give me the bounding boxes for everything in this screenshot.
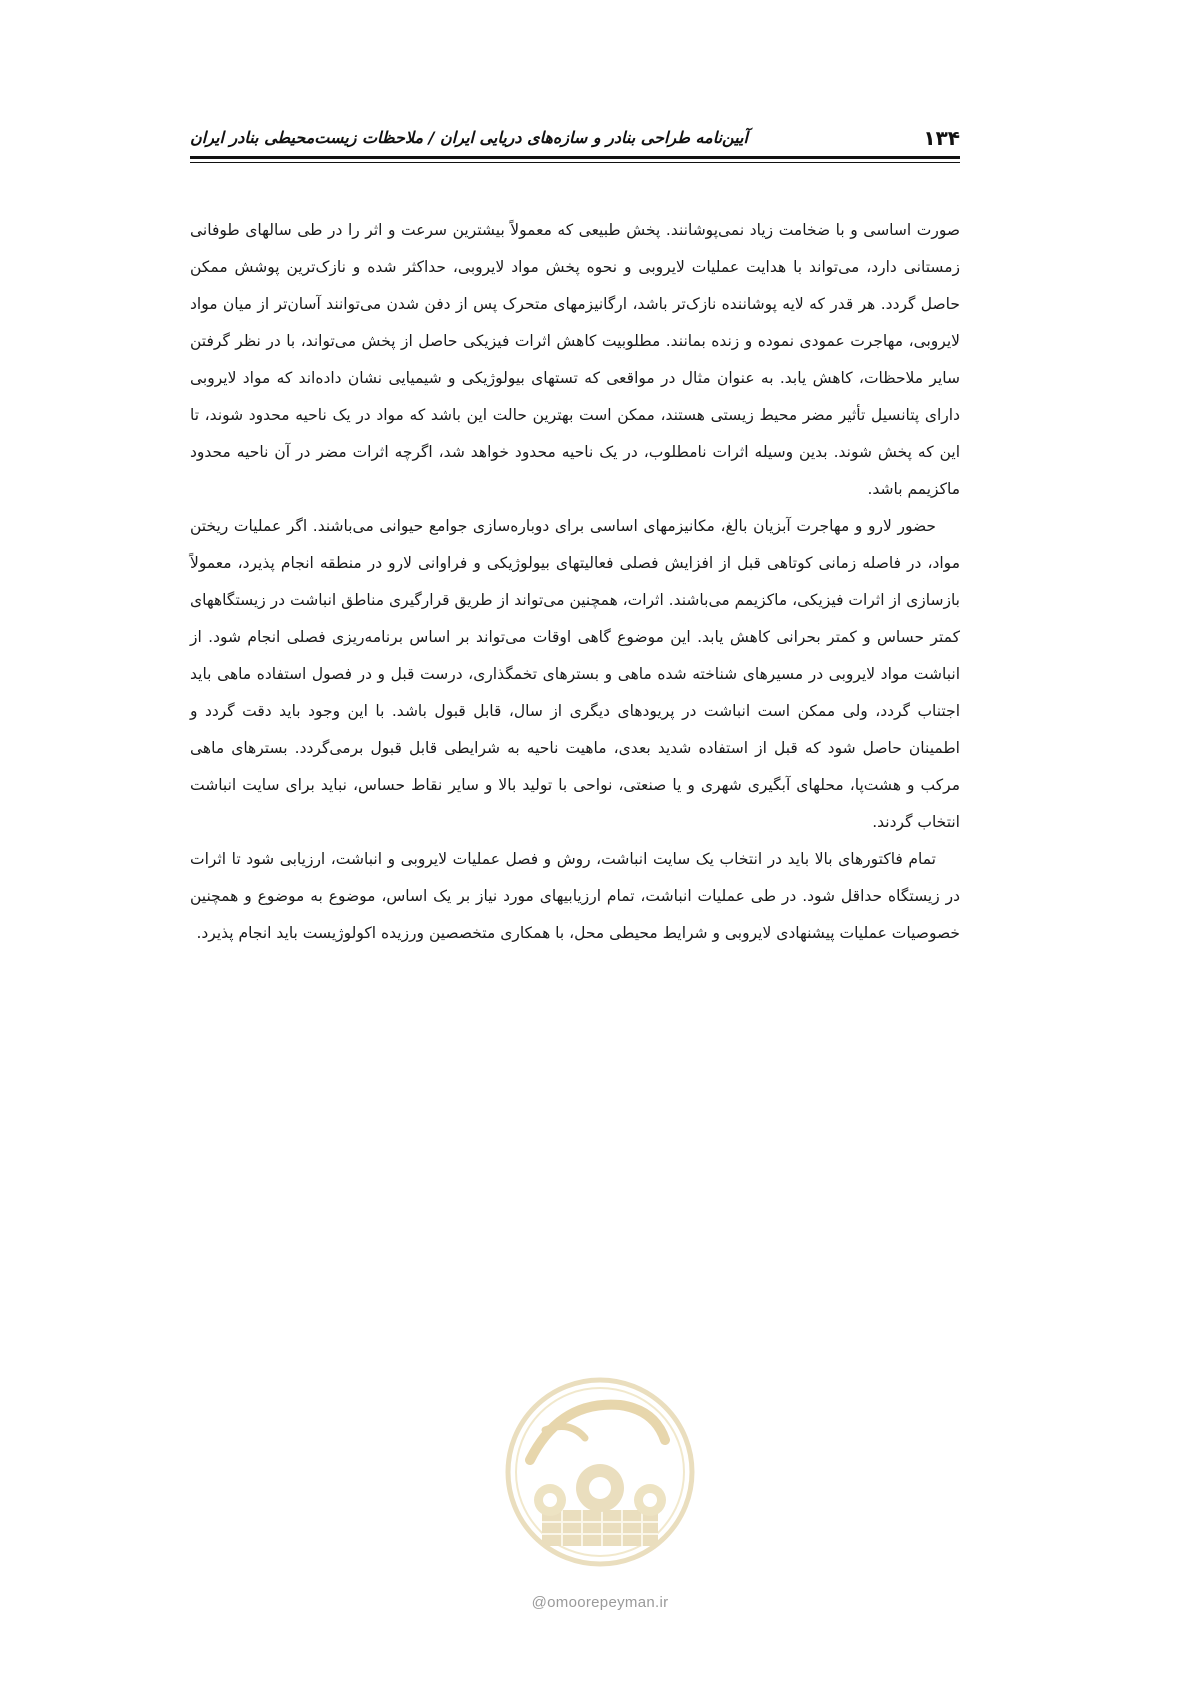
page-number: ۱۳۴ bbox=[923, 126, 960, 150]
watermark-logo-graphic bbox=[490, 1360, 710, 1590]
header-rule-thin bbox=[190, 162, 960, 163]
running-title: آیین‌نامه طراحی بنادر و سازه‌های دریایی ایران / ملاحظات زیست‌محیطی بنادر ایران bbox=[190, 128, 748, 147]
watermark-logo bbox=[490, 1360, 710, 1600]
header-rule bbox=[190, 156, 960, 159]
watermark-caption: @omoorepeyman.ir bbox=[531, 1594, 669, 1611]
paragraph-3: تمام فاکتورهای بالا باید در انتخاب یک سایت انباشت، روش و فصل عملیات لایروبی و انباشت، ارزیابی شود تا اثرات در زیستگاه حداقل شود. در طی عملیات انباشت، تمام ارزیابیهای مورد نیاز بر یک اساس، موضوع به موضوع و همچنین خصوصیات عملیات پیشنهادی لایروبی و شرایط محیطی محل، با همکاری متخصصین ورزیده اکولوژیست باید انجام پذیرد. bbox=[190, 850, 960, 942]
paragraph-1: صورت اساسی و با ضخامت زیاد نمی‌پوشانند. پخش طبیعی که معمولاً بیشترین سرعت و اثر را در طی سالهای طوفانی زمستانی دارد، می‌تواند با هدایت عملیات لایروبی و نحوه پخش مواد لایروبی، حداکثر شده و نازک‌ترین پوشش ممکن حاصل گردد. هر قدر که لایه پوشاننده نازک‌تر باشد، ارگانیزمهای متحرک پس از دفن شدن می‌توانند آسان‌تر از میان مواد لایروبی، مهاجرت عمودی نموده و زنده بمانند. مطلوبیت کاهش اثرات فیزیکی حاصل از پخش می‌تواند، با در نظر گرفتن سایر ملاحظات، کاهش یابد. به عنوان مثال در مواقعی که تستهای بیولوژیکی و شیمیایی نشان داده‌اند که مواد لایروبی دارای پتانسیل تأثیر مضر محیط زیستی هستند، ممکن است بهترین حالت این باشد که مواد در یک ناحیه محدود شوند، تا این که پخش شوند. بدین وسیله اثرات نامطلوب، در یک ناحیه محدود خواهد شد، اگرچه اثرات مضر در آن ناحیه محدود ماکزیمم باشد. bbox=[190, 221, 960, 498]
paragraph-2: حضور لارو و مهاجرت آبزیان بالغ، مکانیزمهای اساسی برای دوباره‌سازی جوامع حیوانی می‌باشند. اگر عملیات ریختن مواد، در فاصله زمانی کوتاهی قبل از افزایش فصلی فعالیتهای بیولوژیکی و فراوانی لارو در منطقه انجام پذیرد، معمولاً بازسازی از اثرات فیزیکی، ماکزیمم می‌باشند. اثرات، همچنین می‌تواند از طریق قرارگیری مناطق انباشت در زیستگاههای کمتر حساس و کمتر بحرانی کاهش یابد. این موضوع گاهی اوقات می‌تواند بر اساس برنامه‌ریزی فصلی انجام شود. از انباشت مواد لایروبی در مسیرهای شناخته شده ماهی و بسترهای تخمگذاری، درست قبل و در فصول استفاده ماهی باید اجتناب گردد، ولی ممکن است انباشت در پریودهای دیگری از سال، قابل قبول باشد. با این وجود باید دقت گردد و اطمینان حاصل شود که قبل از استفاده شدید بعدی، ماهیت ناحیه به شرایطی قابل قبول برمی‌گردد. بسترهای ماهی مرکب و هشت‌پا، محلهای آبگیری شهری و یا صنعتی، نواحی با تولید بالا و سایر نقاط حساس، نباید برای سایت انباشت انتخاب گردند. bbox=[189, 517, 960, 831]
body-text bbox=[190, 212, 960, 952]
page-header bbox=[190, 118, 960, 158]
